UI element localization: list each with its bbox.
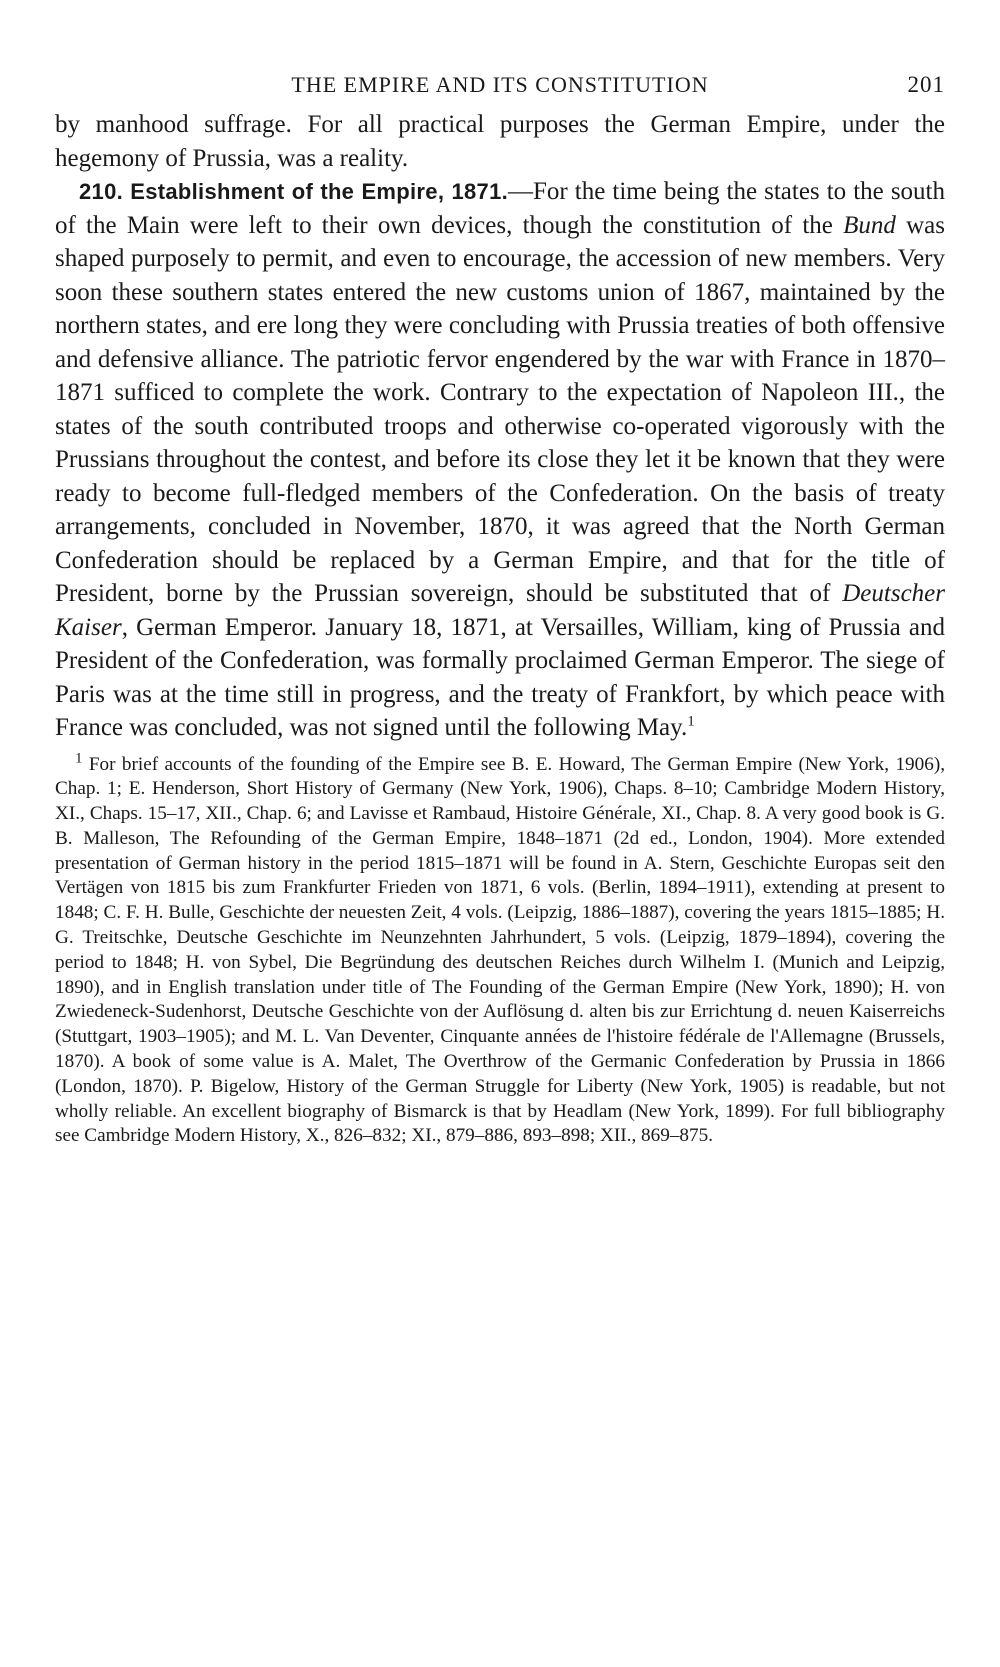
footnote-1	[55, 750, 945, 1150]
italic-term-bund: Bund	[843, 211, 896, 239]
section-text-2: was shaped purposely to permit, and even to encourage, the accession of new members. Very soon these southern states entered the new customs union of 1867, maintained by the northern states, and ere long they were concluding with Prussia treaties of both offensive and defensive alliance. The patriotic fervor engendered by the war with France in 1870–1871 sufficed to complete the work. Contrary to the expectation of Napoleon III., the states of the south contributed troops and otherwise co-operated vigorously with the Prussians throughout the contest, and before its close they let it be known that they were ready to become full-fledged members of the Confederation. On the basis of treaty arrangements, concluded in November, 1870, it was agreed that the North German Confederation should be replaced by a German Empire, and that for the title of President, borne by the Prussian sovereign, should be substituted that of	[55, 211, 945, 607]
section-text-1: —For the time being the states to the south of the Main were left to their own devices, though the constitution of the	[55, 178, 945, 239]
section-paragraph	[55, 175, 945, 745]
section-text-3: , German Emperor. January 18, 1871, at Versailles, William, king of Prussia and President of the Confederation, was formally proclaimed German Emperor. The siege of Paris was at the time still in progress, and the treaty of Frankfort, by which peace with France was concluded, was not signed until the following May.	[55, 613, 945, 741]
continuation-paragraph: by manhood suffrage. For all practical purposes the German Empire, under the hegemony of Prussia, was a reality.	[55, 111, 945, 172]
page-number: 201	[907, 72, 945, 97]
footnote-reference: 1	[687, 713, 695, 730]
running-header	[55, 72, 945, 108]
main-text	[55, 108, 945, 745]
book-page	[55, 72, 945, 1149]
footnote-text: For brief accounts of the founding of the Empire see B. E. Howard, The German Empire (New York, 1906), Chap. 1; E. Henderson, Short History of Germany (New York, 1906), Chaps. 8–10; Cambridge Modern History, XI., Chaps. 15–17, XII., Chap. 6; and Lavisse et Rambaud, Histoire Générale, XI., Chap. 8. A very good book is G. B. Malleson, The Refounding of the German Empire, 1848–1871 (2d ed., London, 1904). More extended presentation of German history in the period 1815–1871 will be found in A. Stern, Geschichte Europas seit den Vertägen von 1815 bis zum Frankfurter Frieden von 1871, 6 vols. (Berlin, 1894–1911), extending at present to 1848; C. F. H. Bulle, Geschichte der neuesten Zeit, 4 vols. (Leipzig, 1886–1887), covering the years 1815–1885; H. G. Treitschke, Deutsche Geschichte im Neunzehnten Jahrhundert, 5 vols. (Leipzig, 1879–1894), covering the period to 1848; H. von Sybel, Die Begründung des deutschen Reiches durch Wilhelm I. (Munich and Leipzig, 1890), and in English translation under title of The Founding of the German Empire (New York, 1890); H. von Zwiedeneck-Sudenhorst, Deutsche Geschichte von der Auflösung d. alten bis zur Errichtung d. neuen Kaiserreichs (Stuttgart, 1903–1905); and M. L. Van Deventer, Cinquante années de l'histoire fédérale de l'Allemagne (Brussels, 1870). A book of some value is A. Malet, The Overthrow of the Germanic Confederation by Prussia in 1866 (London, 1870). P. Bigelow, History of the German Struggle for Liberty (New York, 1905) is readable, but not wholly reliable. An excellent biography of Bismarck is that by Headlam (New York, 1899). For full bibliography see Cambridge Modern History, X., 826–832; XI., 879–886, 893–898; XII., 869–875.	[55, 753, 945, 1147]
footnotes	[55, 750, 945, 1150]
italic-term-kaiser: Deutscher Kaiser	[55, 580, 945, 641]
running-title: THE EMPIRE AND ITS CONSTITUTION	[291, 72, 709, 97]
section-heading: 210. Establishment of the Empire, 1871.	[79, 179, 509, 204]
footnote-mark: 1	[75, 750, 83, 767]
